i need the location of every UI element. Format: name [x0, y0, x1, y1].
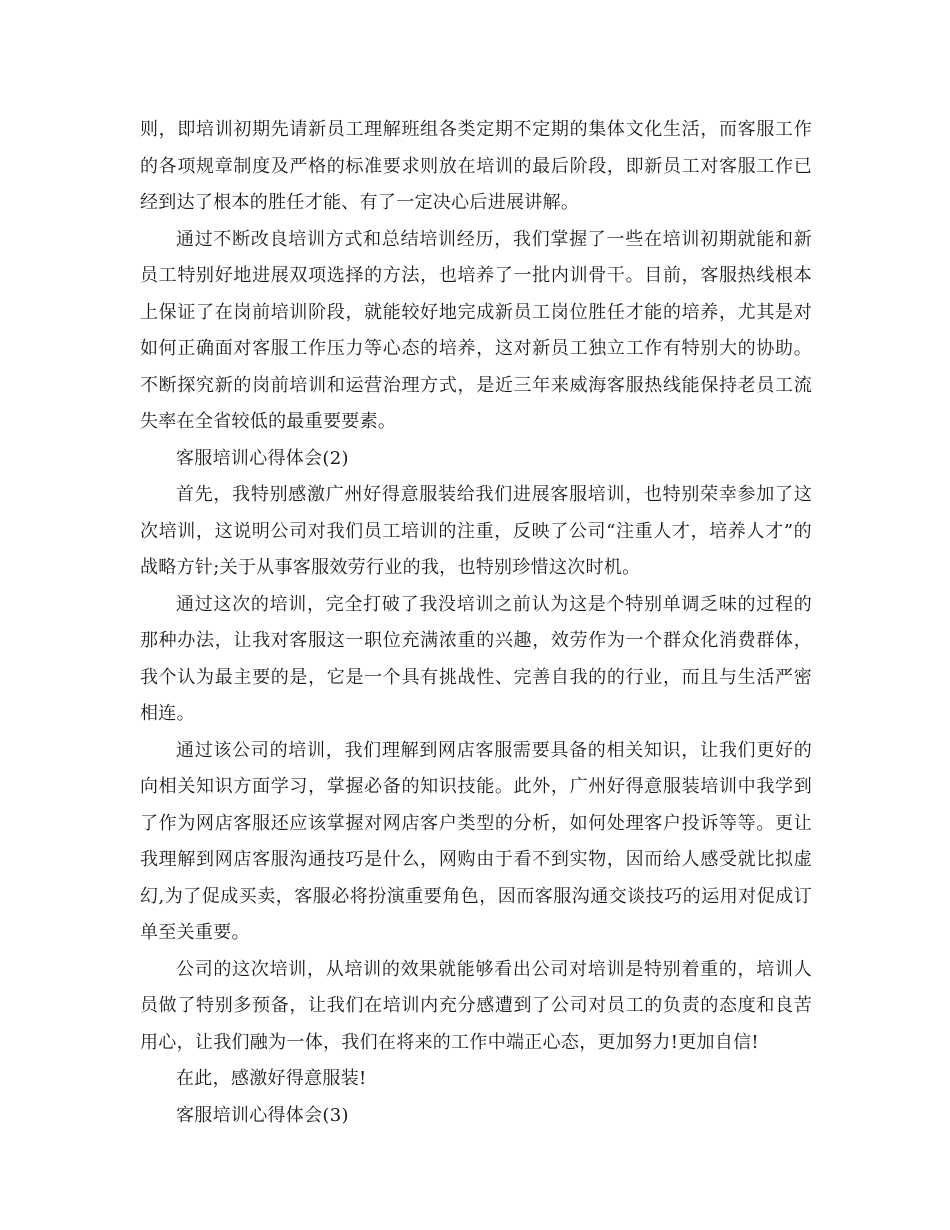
paragraph-thanks: 在此，感激好得意服装! [176, 1068, 367, 1089]
paragraph-company-effort: 公司的这次培训，从培训的效果就能够看出公司对培训是特别着重的，培训人员做了特别多预备，让我们在培训内充分感遭到了公司对员工的负责的态度和良苦用心，让我们融为一体，我们在将来的工作中端正心态，更加努力!更加自信! [140, 958, 812, 1053]
document-body [140, 112, 812, 1134]
paragraph-gratitude: 首先，我特别感激广州好得意服装给我们进展客服培训，也特别荣幸参加了这次培训，这说明公司对我们员工培训的注重，反映了公司“注重人才，培养人才”的战略方针;关于从事客服效劳行业的我，也特别珍惜这次时机。 [140, 484, 812, 578]
paragraph-continuation: 则，即培训初期先请新员工理解班组各类定期不定期的集体文化生活，而客服工作的各项规章制度及严格的标准要求则放在培训的最后阶段，即新员工对客服工作已经到达了根本的胜任才能、有了一定决心后进展讲解。 [140, 119, 812, 213]
paragraph-knowledge: 通过该公司的培训，我们理解到网店客服需要具备的相关知识，让我们更好的向相关知识方面学习，掌握必备的知识技能。此外，广州好得意服装培训中我学到了作为网店客服还应该掌握对网店客户类型的分析，如何处理客户投诉等等。更让我理解到网店客服沟通技巧是什么，网购由于看不到实物，因而给人感受就比拟虚幻,为了促成买卖，客服必将扮演重要角色，因而客服沟通交谈技巧的运用对促成订单至关重要。 [140, 739, 812, 943]
paragraph-impression: 通过这次的培训，完全打破了我没培训之前认为这是个特别单调乏味的过程的那种办法，让我对客服这一职位充满浓重的兴趣，效劳作为一个群众化消费群体，我个认为最主要的是，它是一个具有挑战性、完善自我的的行业，而且与生活严密相连。 [140, 593, 812, 724]
section-heading-2: 客服培训心得体会(2) [176, 447, 349, 469]
paragraph-training-method: 通过不断改良培训方式和总结培训经历，我们掌握了一些在培训初期就能和新员工特别好地进展双项选择的方法，也培养了一批内训骨干。目前，客服热线根本上保证了在岗前培训阶段，就能较好地完成新员工岗位胜任才能的培养，尤其是对如何正确面对客服工作压力等心态的培养，这对新员工独立工作有特别大的协助。不断探究新的岗前培训和运营治理方式，是近三年来威海客服热线能保持老员工流失率在全省较低的最重要要素。 [140, 228, 812, 432]
section-heading-3: 客服培训心得体会(3) [176, 1104, 349, 1126]
